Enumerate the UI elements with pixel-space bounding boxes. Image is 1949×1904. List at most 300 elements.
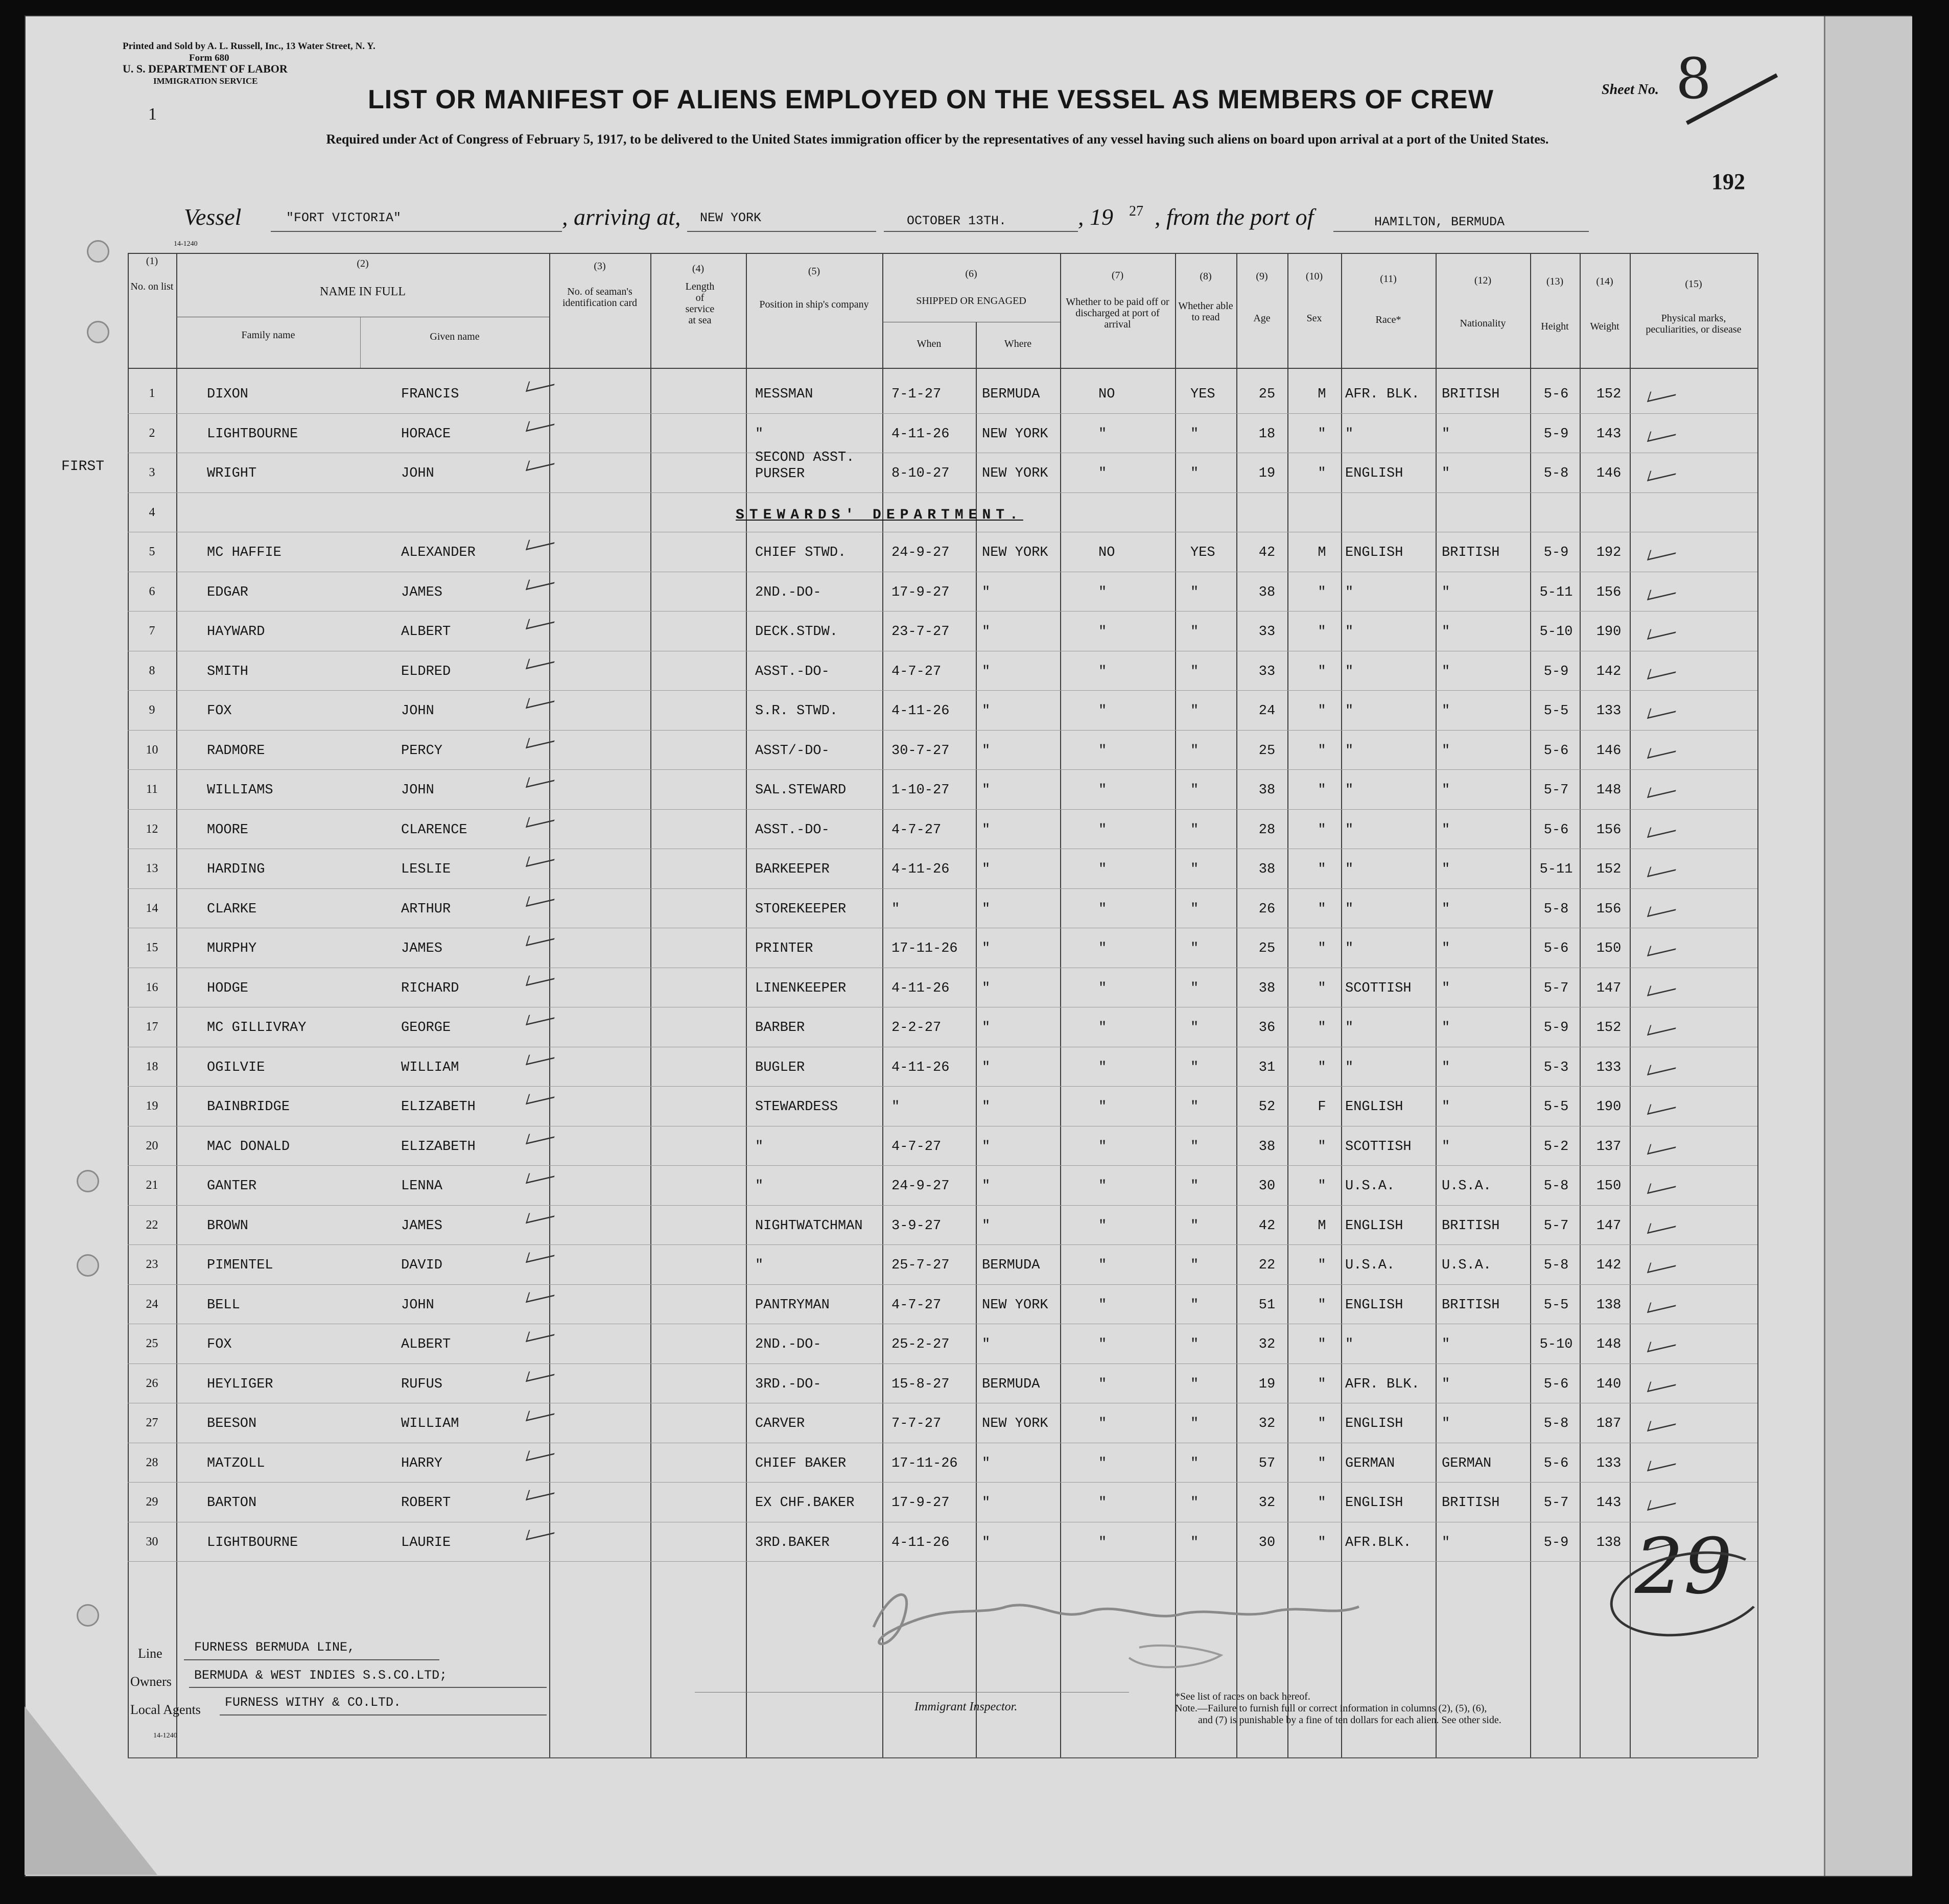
row-height: 5-6: [1543, 743, 1569, 759]
col-paid-off: Whether to be paid off or discharged at port of arrival: [1066, 296, 1169, 330]
row-when: 25-7-27: [891, 1258, 950, 1273]
row-when: 4-11-26: [891, 703, 950, 719]
row-sex: ": [1318, 1535, 1326, 1550]
row-family: CLARKE: [207, 901, 257, 917]
line-value: FURNESS BERMUDA LINE,: [194, 1640, 356, 1655]
row-no: 6: [149, 584, 155, 598]
row-when: 15-8-27: [891, 1376, 950, 1392]
row-no: 21: [146, 1179, 158, 1192]
row-race: ": [1345, 703, 1354, 719]
vessel-value: "FORT VICTORIA": [286, 210, 402, 225]
row-sex: ": [1318, 1258, 1326, 1273]
row-sex: ": [1318, 901, 1326, 917]
row-weight: 147: [1596, 1218, 1622, 1234]
row-nationality: ": [1442, 624, 1450, 640]
row-age: 32: [1258, 1495, 1276, 1511]
row-where: ": [982, 624, 991, 640]
row-race: AFR.BLK.: [1345, 1535, 1412, 1550]
torn-corner: [25, 1706, 157, 1875]
row-sex: ": [1318, 1495, 1326, 1511]
row-weight: 156: [1596, 822, 1622, 838]
row-paid: ": [1098, 901, 1107, 917]
row-nationality: ": [1442, 783, 1450, 798]
row-sex: ": [1318, 941, 1326, 956]
row-family: MATZOLL: [207, 1455, 265, 1471]
row-where: ": [982, 1455, 991, 1471]
row-paid: ": [1098, 1139, 1107, 1155]
punch-hole: [77, 1254, 99, 1277]
row-read: ": [1190, 584, 1199, 600]
row-weight: 142: [1596, 664, 1622, 679]
row-nationality: ": [1442, 1020, 1450, 1036]
row-when: 4-7-27: [891, 1297, 942, 1313]
row-where: ": [982, 783, 991, 798]
row-no: 5: [149, 545, 155, 558]
col15-number: (15): [1685, 278, 1702, 290]
row-race: AFR. BLK.: [1345, 1376, 1420, 1392]
row-family: FOX: [207, 1337, 232, 1352]
col-physical-marks: Physical marks, peculiarities, or disease: [1646, 313, 1742, 335]
row-when: 4-11-26: [891, 1535, 950, 1550]
row-no: 1: [149, 387, 155, 400]
row-position: CHIEF BAKER: [755, 1455, 847, 1471]
row-sex: ": [1318, 1455, 1326, 1471]
row-height: 5-6: [1543, 1455, 1569, 1471]
row-age: 22: [1258, 1258, 1276, 1273]
row-height: 5-6: [1543, 941, 1569, 956]
row-no: 26: [146, 1376, 158, 1390]
row-weight: 133: [1596, 703, 1622, 719]
row-where: ": [982, 743, 991, 759]
row-height: 5-11: [1539, 862, 1573, 877]
row-given: ARTHUR: [401, 901, 451, 917]
row-given: LENNA: [401, 1179, 443, 1194]
row-paid: NO: [1098, 545, 1115, 560]
row-given: WILLIAM: [401, 1416, 459, 1431]
row-position: 2ND.-DO-: [755, 1337, 821, 1352]
row-race: AFR. BLK.: [1345, 387, 1420, 402]
line-label: Line: [138, 1646, 162, 1661]
row-height: 5-8: [1543, 1416, 1569, 1431]
row-age: 31: [1258, 1060, 1276, 1075]
row-weight: 192: [1596, 545, 1622, 560]
col-shipped-engaged: SHIPPED OR ENGAGED: [916, 295, 1026, 307]
row-race: ": [1345, 822, 1354, 838]
row-given: ALBERT: [401, 624, 451, 640]
row-age: 42: [1258, 1218, 1276, 1234]
row-height: 5-8: [1543, 901, 1569, 917]
row-when: 25-2-27: [891, 1337, 950, 1352]
row-sex: ": [1318, 1020, 1326, 1036]
row-sex: ": [1318, 743, 1326, 759]
row-sex: M: [1318, 1218, 1326, 1234]
row-height: 5-7: [1543, 783, 1569, 798]
row-race: ": [1345, 783, 1354, 798]
row-weight: 140: [1596, 1376, 1622, 1392]
row-read: ": [1190, 624, 1199, 640]
col11-number: (11): [1380, 273, 1397, 285]
row-age: 38: [1258, 584, 1276, 600]
row-race: ENGLISH: [1345, 466, 1403, 481]
row-weight: 146: [1596, 466, 1622, 481]
sheet-label: Sheet No.: [1602, 82, 1659, 98]
agents-value: FURNESS WITHY & CO.LTD.: [225, 1695, 402, 1710]
col-name-in-full: NAME IN FULL: [320, 285, 406, 298]
row-read: ": [1190, 1218, 1199, 1234]
row-position: 3RD.BAKER: [755, 1535, 830, 1550]
col7-number: (7): [1111, 270, 1124, 281]
row-age: 57: [1258, 1455, 1276, 1471]
row-paid: ": [1098, 1258, 1107, 1273]
row-family: BAINBRIDGE: [207, 1099, 290, 1115]
row-no: 12: [146, 822, 158, 836]
row-read: ": [1190, 426, 1199, 442]
side-label-first: FIRST: [61, 459, 105, 475]
row-family: MAC DONALD: [207, 1139, 290, 1155]
row-weight: 156: [1596, 901, 1622, 917]
row-no: 2: [149, 426, 155, 440]
row-read: ": [1190, 743, 1199, 759]
row-when: 7-1-27: [891, 387, 942, 402]
row-where: ": [982, 1179, 991, 1194]
row-nationality: ": [1442, 426, 1450, 442]
row-given: CLARENCE: [401, 822, 467, 838]
col13-number: (13): [1546, 276, 1564, 287]
row-when: 17-11-26: [891, 941, 958, 956]
department-heading: STEWARDS' DEPARTMENT.: [736, 507, 1023, 523]
row-paid: ": [1098, 624, 1107, 640]
row-when: 4-7-27: [891, 664, 942, 679]
row-position: S.R. STWD.: [755, 703, 838, 719]
col-length-service: Length of service at sea: [685, 281, 715, 326]
row-paid: ": [1098, 1495, 1107, 1511]
row-when: 4-11-26: [891, 862, 950, 877]
arriving-label: , arriving at,: [562, 204, 681, 230]
row-read: ": [1190, 466, 1199, 481]
inspector-signature: [843, 1571, 1379, 1632]
row-when: 4-11-26: [891, 426, 950, 442]
row-position: PRINTER: [755, 941, 813, 956]
row-when: 4-7-27: [891, 1139, 942, 1155]
row-weight: 148: [1596, 1337, 1622, 1352]
col6-number: (6): [965, 268, 977, 279]
row-no: 7: [149, 624, 155, 638]
col-sex: Sex: [1306, 313, 1322, 324]
row-paid: ": [1098, 1416, 1107, 1431]
row-when: 4-7-27: [891, 822, 942, 838]
punch-hole: [87, 240, 109, 263]
row-read: ": [1190, 1179, 1199, 1194]
row-age: 52: [1258, 1099, 1276, 1115]
row-race: ": [1345, 624, 1354, 640]
row-nationality: ": [1442, 743, 1450, 759]
row-no: 9: [149, 703, 155, 717]
row-given: PERCY: [401, 743, 443, 759]
page-mark: 1: [148, 105, 157, 124]
col8-number: (8): [1200, 271, 1212, 282]
row-paid: ": [1098, 1218, 1107, 1234]
row-where: ": [982, 941, 991, 956]
row-weight: 143: [1596, 1495, 1622, 1511]
col-seaman-id: No. of seaman's identification card: [562, 286, 638, 309]
row-age: 30: [1258, 1535, 1276, 1550]
row-no: 11: [146, 783, 158, 796]
row-height: 5-5: [1543, 1297, 1569, 1313]
row-age: 38: [1258, 783, 1276, 798]
row-when: ": [891, 901, 900, 917]
row-family: BARTON: [207, 1495, 257, 1511]
row-paid: ": [1098, 664, 1107, 679]
inspector-label: Immigrant Inspector.: [914, 1700, 1018, 1713]
row-height: 5-10: [1539, 1337, 1573, 1352]
row-family: BEESON: [207, 1416, 257, 1431]
row-family: MC GILLIVRAY: [207, 1020, 307, 1036]
row-paid: ": [1098, 941, 1107, 956]
row-no: 14: [146, 901, 158, 915]
row-where: NEW YORK: [982, 1297, 1048, 1313]
row-nationality: ": [1442, 1535, 1450, 1550]
row-age: 38: [1258, 1139, 1276, 1155]
note-failure: Note.—Failure to furnish full or correct information in columns (2), (5), (6),: [1175, 1703, 1487, 1714]
row-when: 30-7-27: [891, 743, 950, 759]
row-family: DIXON: [207, 387, 249, 402]
col3-number: (3): [594, 261, 606, 272]
row-weight: 152: [1596, 862, 1622, 877]
row-position: SAL.STEWARD: [755, 783, 847, 798]
row-read: ": [1190, 664, 1199, 679]
row-race: ENGLISH: [1345, 545, 1403, 560]
col-age: Age: [1253, 313, 1271, 324]
row-no: 23: [146, 1258, 158, 1271]
row-position: CHIEF STWD.: [755, 545, 847, 560]
row-given: ELIZABETH: [401, 1099, 476, 1115]
row-given: JAMES: [401, 941, 443, 956]
row-sex: M: [1318, 387, 1326, 402]
row-weight: 190: [1596, 1099, 1622, 1115]
stamp-number: 192: [1711, 169, 1745, 194]
row-family: BROWN: [207, 1218, 249, 1234]
row-family: SMITH: [207, 664, 249, 679]
row-sex: M: [1318, 545, 1326, 560]
row-where: ": [982, 1495, 991, 1511]
row-race: ENGLISH: [1345, 1099, 1403, 1115]
row-nationality: ": [1442, 941, 1450, 956]
row-sex: ": [1318, 466, 1326, 481]
row-where: ": [982, 980, 991, 996]
row-family: MURPHY: [207, 941, 257, 956]
row-paid: ": [1098, 1337, 1107, 1352]
row-age: 26: [1258, 901, 1276, 917]
row-given: ALEXANDER: [401, 545, 476, 560]
row-given: ROBERT: [401, 1495, 451, 1511]
row-where: BERMUDA: [982, 1258, 1040, 1273]
row-nationality: ": [1442, 466, 1450, 481]
row-read: ": [1190, 1139, 1199, 1155]
row-where: NEW YORK: [982, 426, 1048, 442]
row-sex: ": [1318, 703, 1326, 719]
service-name: IMMIGRATION SERVICE: [153, 76, 258, 86]
row-read: ": [1190, 1020, 1199, 1036]
row-age: 28: [1258, 822, 1276, 838]
row-no: 16: [146, 980, 158, 994]
row-sex: ": [1318, 980, 1326, 996]
col10-number: (10): [1305, 271, 1323, 282]
row-height: 5-5: [1543, 1099, 1569, 1115]
row-read: ": [1190, 703, 1199, 719]
row-when: 3-9-27: [891, 1218, 942, 1234]
row-race: ENGLISH: [1345, 1495, 1403, 1511]
row-nationality: BRITISH: [1442, 387, 1500, 402]
row-given: WILLIAM: [401, 1060, 459, 1075]
row-race: U.S.A.: [1345, 1258, 1395, 1273]
row-weight: 148: [1596, 783, 1622, 798]
row-height: 5-3: [1543, 1060, 1569, 1075]
row-read: ": [1190, 1337, 1199, 1352]
row-height: 5-9: [1543, 545, 1569, 560]
row-position: 3RD.-DO-: [755, 1376, 821, 1392]
row-when: ": [891, 1099, 900, 1115]
row-nationality: ": [1442, 1416, 1450, 1431]
col-nationality: Nationality: [1460, 318, 1506, 329]
row-nationality: ": [1442, 664, 1450, 679]
row-position: ": [755, 1139, 764, 1155]
footer-code: 14-1240: [153, 1732, 177, 1740]
punch-hole: [87, 321, 109, 343]
from-label: , from the port of: [1155, 204, 1314, 230]
row-height: 5-8: [1543, 466, 1569, 481]
row-given: FRANCIS: [401, 387, 459, 402]
row-read: ": [1190, 1535, 1199, 1550]
row-position: ": [755, 1258, 764, 1273]
row-position: BARKEEPER: [755, 862, 830, 877]
row-read: ": [1190, 1455, 1199, 1471]
row-position: BARBER: [755, 1020, 805, 1036]
row-family: RADMORE: [207, 743, 265, 759]
row-sex: ": [1318, 822, 1326, 838]
row-read: ": [1190, 941, 1199, 956]
row-given: JAMES: [401, 1218, 443, 1234]
note-races: *See list of races on back hereof.: [1175, 1691, 1310, 1702]
row-where: ": [982, 1535, 991, 1550]
form-number: Form 680: [189, 53, 229, 63]
punch-hole: [77, 1170, 99, 1192]
row-race: ": [1345, 901, 1354, 917]
row-no: 28: [146, 1455, 158, 1469]
manifest-subtitle: Required under Act of Congress of February 5, 1917, to be delivered to the United States immigration officer by the representatives of any vessel having such aliens on board upon arrival at a port of the United States.: [326, 132, 1549, 147]
arrival-date: OCTOBER 13TH.: [907, 214, 1007, 228]
row-read: YES: [1190, 387, 1215, 402]
row-nationality: ": [1442, 822, 1450, 838]
row-nationality: ": [1442, 901, 1450, 917]
row-race: ": [1345, 1337, 1354, 1352]
row-no: 20: [146, 1139, 158, 1153]
row-weight: 142: [1596, 1258, 1622, 1273]
owners-value: BERMUDA & WEST INDIES S.S.CO.LTD;: [194, 1668, 448, 1683]
row-nationality: ": [1442, 1060, 1450, 1075]
row-read: YES: [1190, 545, 1215, 560]
sheet-number: 8: [1676, 46, 1711, 111]
row-read: ": [1190, 783, 1199, 798]
row-family: EDGAR: [207, 584, 249, 600]
row-read: ": [1190, 822, 1199, 838]
row-given: HARRY: [401, 1455, 443, 1471]
row-where: ": [982, 1337, 991, 1352]
row-weight: 187: [1596, 1416, 1622, 1431]
row-height: 5-9: [1543, 664, 1569, 679]
row-position: MESSMAN: [755, 387, 813, 402]
row-family: HODGE: [207, 980, 249, 996]
row-race: SCOTTISH: [1345, 1139, 1412, 1155]
row-given: HORACE: [401, 426, 451, 442]
row-when: 4-11-26: [891, 980, 950, 996]
row-race: ENGLISH: [1345, 1297, 1403, 1313]
row-given: ELDRED: [401, 664, 451, 679]
row-age: 18: [1258, 426, 1276, 442]
row-position: ": [755, 426, 764, 442]
row-age: 36: [1258, 1020, 1276, 1036]
row-read: ": [1190, 862, 1199, 877]
row-family: OGILVIE: [207, 1060, 265, 1075]
row-age: 42: [1258, 545, 1276, 560]
row-height: 5-9: [1543, 426, 1569, 442]
row-paid: ": [1098, 1455, 1107, 1471]
row-paid: ": [1098, 1179, 1107, 1194]
row-paid: ": [1098, 822, 1107, 838]
row-age: 30: [1258, 1179, 1276, 1194]
row-nationality: ": [1442, 1099, 1450, 1115]
row-read: ": [1190, 901, 1199, 917]
row-given: JOHN: [401, 703, 434, 719]
row-position: ASST/-DO-: [755, 743, 830, 759]
col-height: Height: [1541, 321, 1569, 332]
row-no: 18: [146, 1060, 158, 1073]
row-position: SECOND ASST. PURSER: [755, 450, 855, 482]
row-weight: 137: [1596, 1139, 1622, 1155]
row-nationality: ": [1442, 1376, 1450, 1392]
row-when: 23-7-27: [891, 624, 950, 640]
row-nationality: BRITISH: [1442, 1297, 1500, 1313]
row-paid: ": [1098, 426, 1107, 442]
row-paid: ": [1098, 1535, 1107, 1550]
row-age: 33: [1258, 664, 1276, 679]
row-height: 5-8: [1543, 1179, 1569, 1194]
row-when: 24-9-27: [891, 1179, 950, 1194]
row-paid: ": [1098, 1060, 1107, 1075]
tally-number: 29: [1635, 1522, 1732, 1611]
row-no: 3: [149, 466, 155, 479]
row-position: EX CHF.BAKER: [755, 1495, 855, 1511]
row-read: ": [1190, 1297, 1199, 1313]
row-where: ": [982, 901, 991, 917]
row-when: 1-10-27: [891, 783, 950, 798]
row-nationality: ": [1442, 584, 1450, 600]
row-where: ": [982, 1218, 991, 1234]
row-paid: ": [1098, 862, 1107, 877]
row-where: ": [982, 1139, 991, 1155]
col-when: When: [917, 338, 942, 349]
row-weight: 138: [1596, 1535, 1622, 1550]
row-no: 4: [149, 505, 155, 519]
row-given: LESLIE: [401, 862, 451, 877]
row-read: ": [1190, 1376, 1199, 1392]
row-position: PANTRYMAN: [755, 1297, 830, 1313]
row-sex: ": [1318, 426, 1326, 442]
row-read: ": [1190, 1495, 1199, 1511]
agents-label: Local Agents: [130, 1702, 201, 1717]
row-position: NIGHTWATCHMAN: [755, 1218, 863, 1234]
row-position: STOREKEEPER: [755, 901, 847, 917]
row-sex: ": [1318, 1060, 1326, 1075]
